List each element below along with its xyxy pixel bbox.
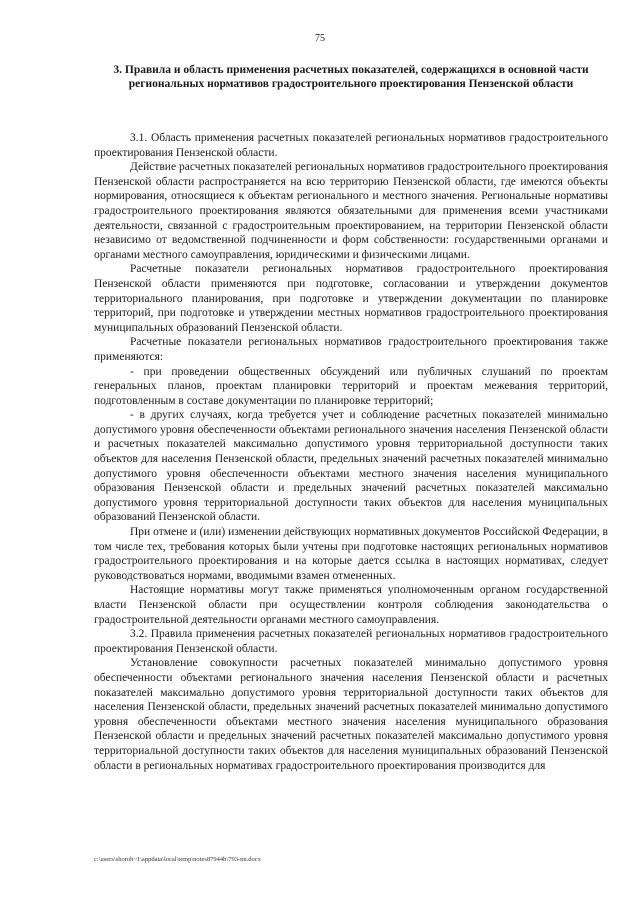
paragraph-scope: Действие расчетных показателей региональных нормативов градостроительного проектирования Пензенской области распространяется на всю территорию Пензенской области, где имеются объекты нормирования, относящиеся к объектам регионального и местного значения. Региональные нормативы градостроительного проектирования являются обязательными для применения всеми участниками деятельности, связанной с градостроительным проектированием, на территории Пензенской области независимо от ведомственной подчиненности и форм собственности: государственными органами и органами местного самоуправления, юридическими и физическими лицами. [94,161,608,261]
paragraph-3-1-title: 3.1. Область применения расчетных показателей региональных нормативов градостроительного проектирования Пензенской области. [94,132,608,159]
footer-file-path: c:\users\shoroh~1\appdata\local\temp\notes87944b\793-nn.docx [94,856,261,863]
section-heading: 3. Правила и область применения расчетных показателей, содержащихся в основной части региональных нормативов градостроительного проектирования Пензенской области [113,64,589,91]
paragraph-establishment: Установление совокупности расчетных показателей минимально допустимого уровня обеспеченности объектами регионального значения населения Пензенской области и расчетных показателей максимально допустимого уровня территориальной доступности таких объектов для населения Пензенской области, предельных значений расчетных показателей минимально допустимого уровня обеспеченности объектами местного значения населения муниципального образования Пензенской области и предельных значений расчетных показателей максимально допустимого уровня территориальной доступности таких объектов для населения муниципальных образований Пензенской области в региональных нормативах градостроительного проектирования производится для [94,657,608,772]
paragraph-3-2-title: 3.2. Правила применения расчетных показателей региональных нормативов градостроительного проектирования Пензенской области. [94,628,608,655]
document-body [94,131,608,773]
list-item-other-cases: - в других случаях, когда требуется учет и соблюдение расчетных показателей минимально допустимого уровня обеспеченности объектами регионального значения населения Пензенской области и расчетных показателей максимально допустимого уровня территориальной доступности таких объектов для населения Пензенской области, предельных значений расчетных показателей минимально допустимого уровня обеспеченности объектами местного значения населения муниципального образования Пензенской области и предельных значений расчетных показателей максимально допустимого уровня территориальной доступности таких объектов для населения муниципальных образований Пензенской области. [94,409,608,524]
paragraph-cancellation: При отмене и (или) изменении действующих нормативных документов Российской Федерации, в том числе тех, требования которых были учтены при подготовке настоящих региональных нормативов градостроительного проектирования и на которые дается ссылка в настоящих нормативах, следует руководствоваться нормами, вводимыми взамен отмененных. [94,526,608,582]
paragraph-control: Настоящие нормативы могут также применяться уполномоченным органом государственной власти Пензенской области при осуществлении контроля соблюдения законодательства о градостроительной деятельности органами местного самоуправления. [94,584,608,626]
page-number: 75 [315,33,325,44]
paragraph-also-applied: Расчетные показатели региональных нормативов градостроительного проектирования также применяются: [94,336,608,363]
paragraph-application: Расчетные показатели региональных нормативов градостроительного проектирования Пензенской области применяются при подготовке, согласовании и утверждении документов территориального планирования, при подготовке и утверждении документации по планировке территорий, при подготовке и утверждении местных нормативов градостроительного проектирования муниципальных образований Пензенской области. [94,263,608,334]
list-item-public-hearings: - при проведении общественных обсуждений или публичных слушаний по проектам генеральных планов, проектам планировки территорий и проектам межевания территорий, подготовленным в составе документации по планировке территорий; [94,365,608,407]
